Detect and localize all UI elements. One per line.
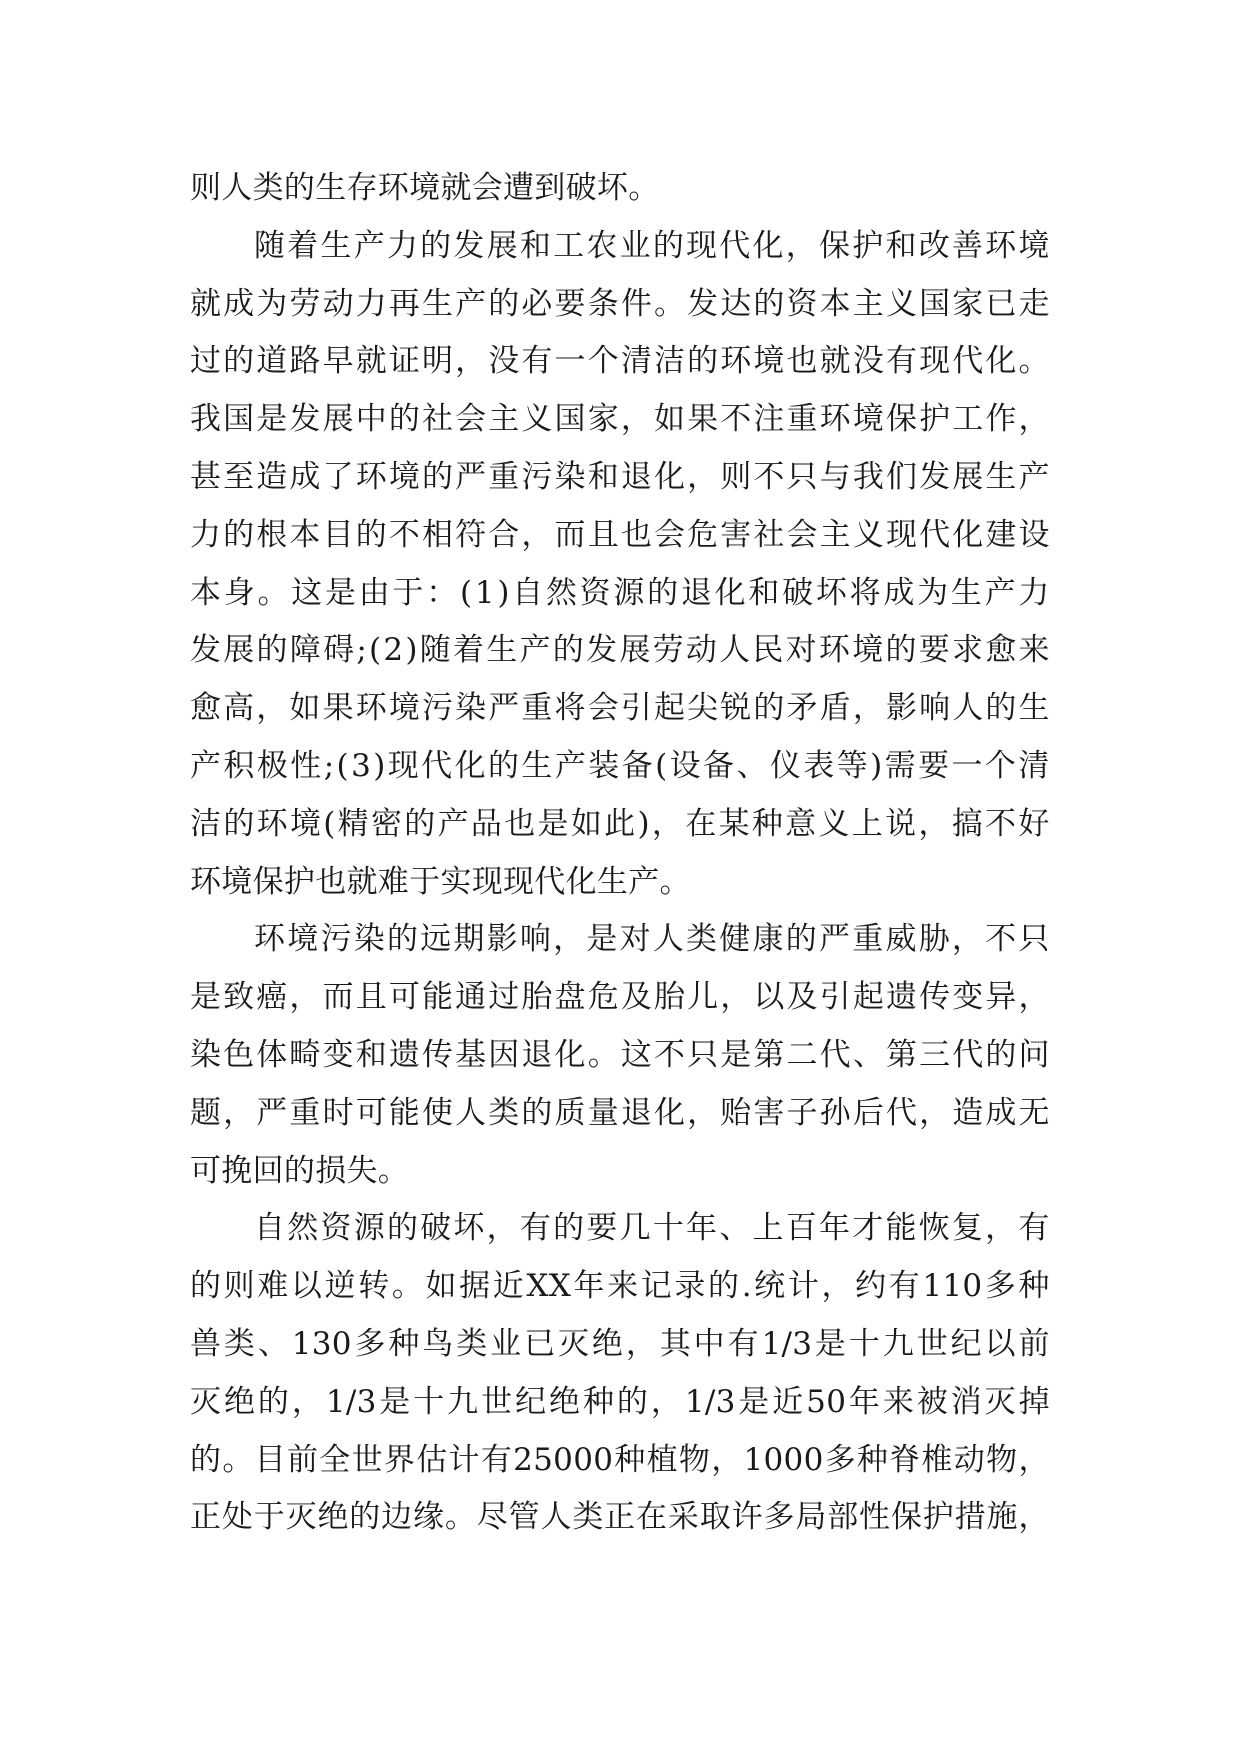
text-line: 兽 类 、 130 多 种 鸟 类 业 已 灭 绝 ， 其 中 有 1/3 是 十 九 世 纪 以 前: [190, 1325, 1050, 1362]
text-line: 染 色 体 畸 变 和 遗 传 基 因 退 化 。 这 不 只 是 第 二 代 、 第 三 代 的 问: [190, 1036, 1050, 1073]
text-line: 题 ， 严 重 时 可 能 使 人 类 的 质 量 退 化 ， 贻 害 子 孙 后 代 ， 造 成 无: [190, 1094, 1050, 1131]
text-line: 发 展 的 障 碍 ; ( 2 ) 随 着 生 产 的 发 展 劳 动 人 民 对 环 境 的 要 求 愈 来: [190, 632, 1050, 669]
text-line: 洁 的 环 境 ( 精 密 的 产 品 也 是 如 此 ) ， 在 某 种 意 义 上 说 ， 搞 不 好: [190, 805, 1050, 842]
text-line: 本 身 。 这 是 由 于 ： ( 1 ) 自 然 资 源 的 退 化 和 破 坏 将 成 为 生 产 力: [190, 574, 1050, 611]
text-line: 则人类的生存环境就会遭到破坏。: [190, 170, 660, 206]
text-line: 自 然 资 源 的 破 坏 ， 有 的 要 几 十 年 、 上 百 年 才 能 恢 复 ， 有: [254, 1210, 1050, 1247]
text-line: 产 积 极 性 ; ( 3 ) 现 代 化 的 生 产 装 备 ( 设 备 、 仪 表 等 ) 需 要 一 个 清: [190, 747, 1050, 784]
text-line: 就 成 为 劳 动 力 再 生 产 的 必 要 条 件 。 发 达 的 资 本 主 义 国 家 已 走: [190, 285, 1050, 322]
text-line: 的 。 目 前 全 世 界 估 计 有 25000 种 植 物 ， 1000 多 种 脊 椎 动 物 ，: [190, 1441, 1050, 1478]
text-line: 是 致 癌 ， 而 且 可 能 通 过 胎 盘 危 及 胎 儿 ， 以 及 引 起 遗 传 变 异 ，: [190, 979, 1050, 1016]
text-line: 灭 绝 的 ， 1/3 是 十 九 世 纪 绝 种 的 ， 1/3 是 近 50 年 来 被 消 灭 掉: [190, 1383, 1050, 1420]
text-line: 力 的 根 本 目 的 不 相 符 合 ， 而 且 也 会 危 害 社 会 主 义 现 代 化 建 设: [190, 516, 1050, 553]
text-line: 正 处 于 灭 绝 的 边 缘 。 尽 管 人 类 正 在 采 取 许 多 局 部 性 保 护 措 施 ，: [190, 1499, 1050, 1536]
body-text: [190, 160, 1050, 1547]
text-line: 环境保护也就难于实现现代化生产。: [190, 863, 691, 900]
text-line: 的 则 难 以 逆 转 。 如 据 近 XX 年 来 记 录 的 . 统 计 ， 约 有 110 多 种: [190, 1268, 1050, 1305]
text-line: 我 国 是 发 展 中 的 社 会 主 义 国 家 ， 如 果 不 注 重 环 境 保 护 工 作 ，: [190, 401, 1050, 438]
text-line: 甚 至 造 成 了 环 境 的 严 重 污 染 和 退 化 ， 则 不 只 与 我 们 发 展 生 产: [190, 458, 1050, 495]
text-line: 愈 高 ， 如 果 环 境 污 染 严 重 将 会 引 起 尖 锐 的 矛 盾 ， 影 响 人 的 生: [190, 690, 1050, 727]
text-line: 随 着 生 产 力 的 发 展 和 工 农 业 的 现 代 化 ， 保 护 和 改 善 环 境: [254, 227, 1050, 264]
text-line: 可挽回的损失。: [190, 1152, 410, 1189]
text-line: 过 的 道 路 早 就 证 明 ， 没 有 一 个 清 洁 的 环 境 也 就 没 有 现 代 化 。: [190, 343, 1050, 380]
text-line: 环 境 污 染 的 远 期 影 响 ， 是 对 人 类 健 康 的 严 重 威 胁 ， 不 只: [254, 921, 1050, 958]
